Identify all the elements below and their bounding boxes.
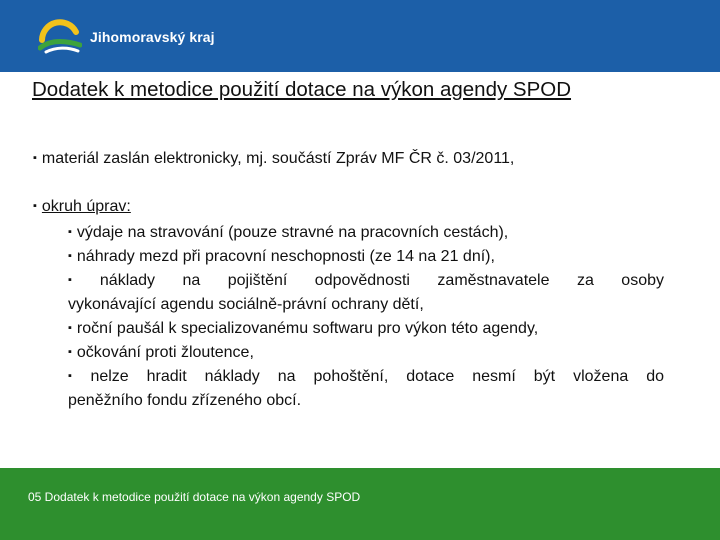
bullet-square-icon: ▪ <box>33 200 37 212</box>
sub-bullet-text: náklady na pojištění odpovědnosti zaměstnavatele za osoby <box>99 272 664 289</box>
sub-bullet-text: očkování proti žloutence, <box>76 344 254 361</box>
bullet-square-icon: ▪ <box>68 346 72 358</box>
footer-text: 05 Dodatek k metodice použití dotace na výkon agendy SPOD <box>28 490 361 504</box>
bullet-square-icon: ▪ <box>68 226 72 238</box>
footer-bar <box>0 468 720 540</box>
sub-bullet-item <box>68 364 664 413</box>
sub-bullet-text: výdaje na stravování (pouze stravné na pracovních cestách), <box>76 224 509 241</box>
sub-bullet-item <box>68 316 664 341</box>
header-bar <box>0 0 720 72</box>
slide-title: Dodatek k metodice použití dotace na výkon agendy SPOD <box>32 78 572 101</box>
sub-bullet-item <box>68 244 664 269</box>
sub-bullet-item <box>68 268 664 317</box>
bullet-item <box>33 198 131 216</box>
bullet-item <box>33 150 514 168</box>
bullet-text: materiál zaslán elektronicky, mj. součástí Zpráv MF ČR č. 03/2011, <box>41 150 515 167</box>
sub-bullet-text: náhrady mezd při pracovní neschopnosti (ze 14 na 21 dní), <box>76 248 495 265</box>
bullet-square-icon: ▪ <box>68 370 86 382</box>
jmk-logo-icon <box>38 18 82 54</box>
bullet-square-icon: ▪ <box>68 250 72 262</box>
brand-name: Jihomoravský kraj <box>90 29 215 45</box>
sub-bullet-item <box>68 340 664 365</box>
sub-bullet-item <box>68 220 664 245</box>
bullet-square-icon: ▪ <box>33 152 37 164</box>
bullet-square-icon: ▪ <box>68 274 95 286</box>
bullet-square-icon: ▪ <box>68 322 72 334</box>
sub-bullet-continuation: peněžního fondu zřízeného obcí. <box>68 392 302 409</box>
sub-bullet-continuation: vykonávající agendu sociálně-právní ochrany dětí, <box>68 296 424 313</box>
sub-bullet-text: nelze hradit náklady na pohoštění, dotace nesmí být vložena do <box>90 368 664 385</box>
sub-bullet-text: roční paušál k specializovanému softwaru pro výkon této agendy, <box>76 320 539 337</box>
bullet-heading: okruh úprav: <box>41 198 131 215</box>
